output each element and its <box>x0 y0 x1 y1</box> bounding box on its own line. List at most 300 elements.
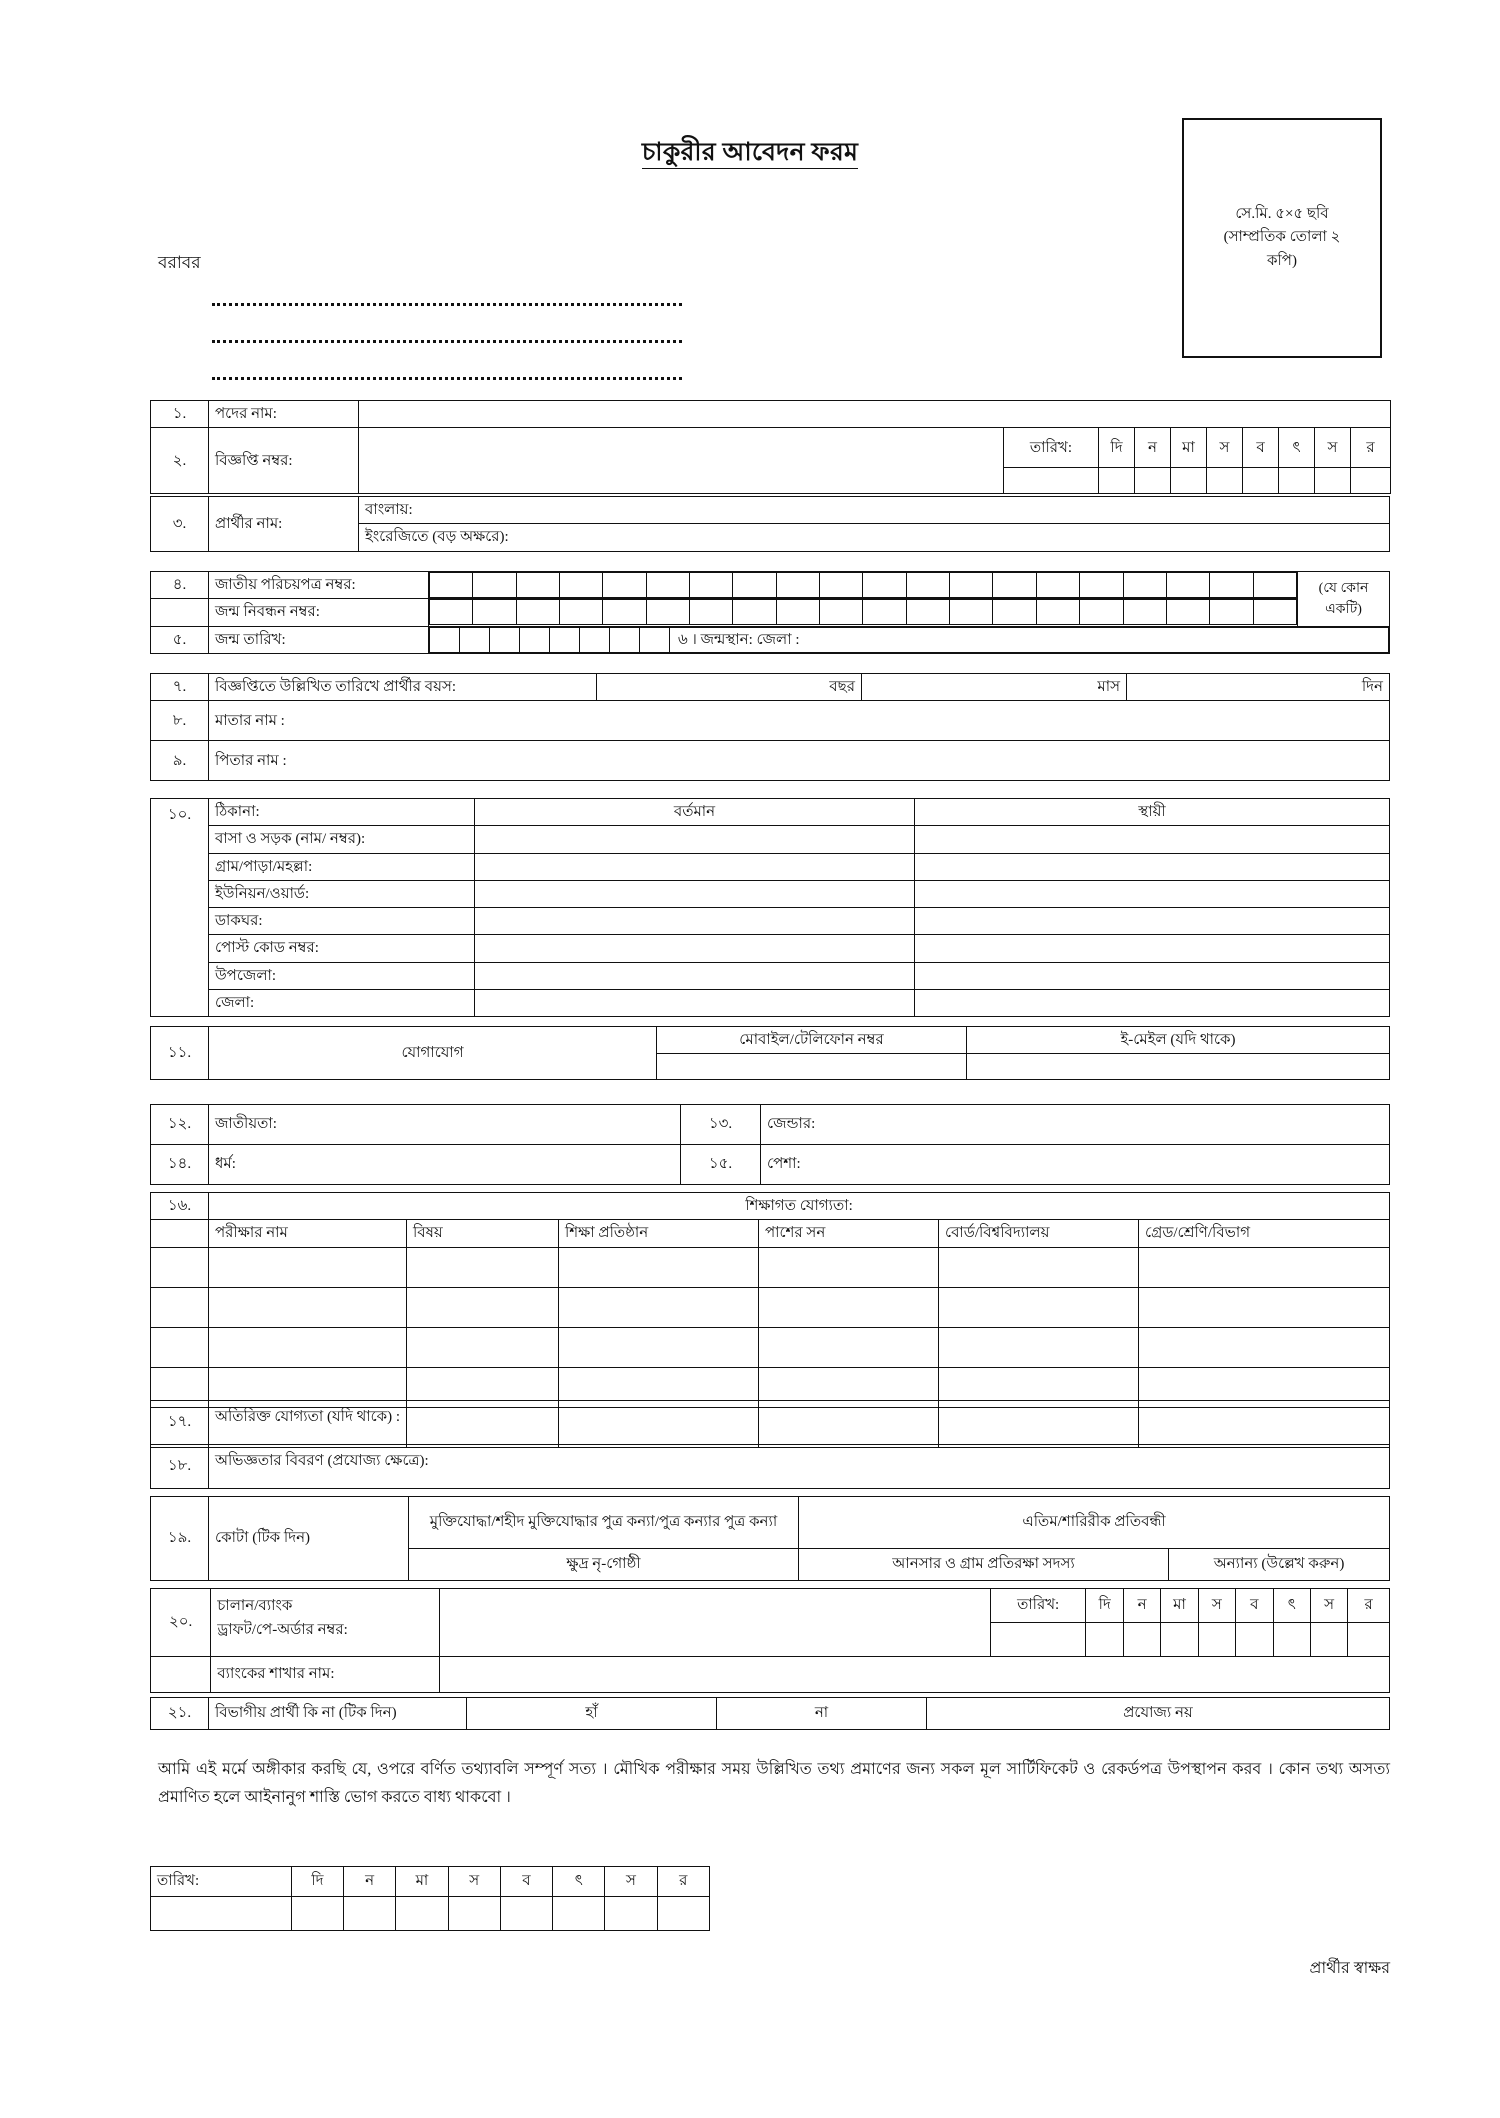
label-nationality: জাতীয়তা: <box>215 1116 277 1133</box>
birthreg-box[interactable] <box>690 600 733 625</box>
nid-box[interactable] <box>733 573 776 598</box>
nid-box[interactable] <box>1123 573 1166 598</box>
option-not-applicable[interactable]: প্রযোজ্য নয় <box>927 1698 1390 1730</box>
photo-line-1: সে.মি. ৫×৫ ছবি <box>1235 206 1329 223</box>
birthreg-box[interactable] <box>906 600 949 625</box>
item-number-10: ১০. <box>151 799 209 1017</box>
input-post-office-present[interactable] <box>475 908 915 935</box>
block-extra-and-experience <box>150 1400 1390 1489</box>
birthdate-box[interactable] <box>610 627 640 652</box>
label-quota: কোটা (টিক দিন) <box>209 1497 409 1581</box>
nid-box[interactable] <box>1253 573 1296 598</box>
input-village-permanent[interactable] <box>915 853 1390 880</box>
addressee-line-1[interactable] <box>212 303 682 306</box>
final-date-letter-ma: মা <box>396 1867 448 1897</box>
label-post-code: পোস্ট কোড নম্বর: <box>209 935 475 962</box>
input-board[interactable] <box>939 1327 1139 1367</box>
input-house-road-present[interactable] <box>475 826 915 853</box>
quota-option-freedom-fighter[interactable]: মুক্তিযোদ্ধা/শহীদ মুক্তিযোদ্ধার পুত্র কন্যা/পুত্র কন্যার পুত্র কন্যা <box>409 1497 799 1549</box>
input-age-month[interactable] <box>862 674 1127 701</box>
input-institution[interactable] <box>559 1247 759 1287</box>
birthreg-box[interactable] <box>1166 600 1209 625</box>
input-date-d1[interactable] <box>1099 468 1135 494</box>
input-pay-date-y3[interactable] <box>1310 1623 1347 1657</box>
item-number-15: ১৫. <box>681 1145 761 1185</box>
birthreg-box[interactable] <box>560 600 603 625</box>
table-row-house-road <box>151 826 1390 853</box>
birthreg-box[interactable] <box>820 600 863 625</box>
nid-box[interactable] <box>1036 573 1079 598</box>
date-letter-sho2: স <box>1315 428 1351 468</box>
label-religion: ধর্ম: <box>215 1156 236 1173</box>
label-contact: যোগাযোগ <box>209 1027 657 1080</box>
photo-line-2: (সাম্প্রতিক তোলা ২ <box>1223 229 1341 246</box>
item-number-16: ১৬. <box>151 1193 209 1220</box>
nid-box[interactable] <box>1080 573 1123 598</box>
input-exam-name[interactable] <box>209 1247 407 1287</box>
column-header-present: বর্তমান <box>475 799 915 826</box>
column-header-email: ই-মেইল (যদি থাকে) <box>967 1027 1390 1054</box>
table-row-nationality-gender <box>151 1105 1390 1145</box>
item-number-2: ২. <box>151 428 209 494</box>
date-letter-to: ৎ <box>1279 428 1315 468</box>
block-address <box>150 798 1390 1017</box>
input-age-year[interactable] <box>597 674 862 701</box>
table-row-circular-number <box>151 428 1391 468</box>
block-contact <box>150 1026 1390 1080</box>
birthreg-box[interactable] <box>1253 600 1296 625</box>
table-row-final-date-inputs <box>151 1897 710 1931</box>
item-number-7: ৭. <box>151 674 209 701</box>
nid-box[interactable] <box>516 573 559 598</box>
nid-box[interactable] <box>646 573 689 598</box>
label-address: ঠিকানা: <box>209 799 475 826</box>
input-bank-branch[interactable] <box>439 1657 1389 1693</box>
input-upazila-present[interactable] <box>475 962 915 989</box>
input-district-permanent[interactable] <box>915 989 1390 1016</box>
item-number-4: ৪. <box>151 572 209 599</box>
label-circular-number: বিজ্ঞপ্তি নম্বর: <box>209 428 359 494</box>
input-date-y3[interactable] <box>1315 468 1351 494</box>
date-letter-sho: স <box>1207 428 1243 468</box>
label-union-ward: ইউনিয়ন/ওয়ার্ড: <box>209 880 475 907</box>
label-challan-line1: চালান/ব্যাংক <box>217 1598 293 1614</box>
nid-box-strip <box>429 572 1297 598</box>
table-row-upazila <box>151 962 1390 989</box>
input-occupation[interactable] <box>761 1145 1390 1185</box>
table-row-union-ward <box>151 880 1390 907</box>
date-letter-no: ন <box>1135 428 1171 468</box>
birthreg-box[interactable] <box>993 600 1036 625</box>
input-upazila-permanent[interactable] <box>915 962 1390 989</box>
final-date-letter-di: দি <box>291 1867 343 1897</box>
table-row-education-columns <box>151 1220 1390 1247</box>
table-row <box>151 1327 1390 1367</box>
table-row-birth-date <box>151 626 1390 653</box>
column-header-pass-year: পাশের সন <box>759 1220 939 1247</box>
table-row-birth-registration <box>151 599 1390 626</box>
block-identity <box>150 571 1390 654</box>
label-nid-number: জাতীয় পরিচয়পত্র নম্বর: <box>209 572 429 599</box>
input-mobile-phone[interactable] <box>657 1054 967 1080</box>
item-number-17: ১৭. <box>151 1401 209 1445</box>
signature-label: প্রার্থীর স্বাক্ষর <box>1309 1960 1390 1977</box>
label-post-name: পদের নাম: <box>209 401 359 428</box>
nid-box[interactable] <box>690 573 733 598</box>
nid-box[interactable] <box>993 573 1036 598</box>
input-subject[interactable] <box>407 1287 559 1327</box>
birthreg-box[interactable] <box>430 600 473 625</box>
item-number-blank-bank <box>151 1657 211 1693</box>
input-district-present[interactable] <box>475 989 915 1016</box>
date-letter-ma: মা <box>1171 428 1207 468</box>
table-row-post-name <box>151 401 1391 428</box>
input-pay-date-m1[interactable] <box>1161 1623 1198 1657</box>
block-age-and-parents <box>150 673 1390 781</box>
item-number-5: ৫. <box>151 626 209 653</box>
nid-box[interactable] <box>473 573 516 598</box>
column-header-exam-name: পরীক্ষার নাম <box>209 1220 407 1247</box>
option-no[interactable]: না <box>717 1698 927 1730</box>
option-yes[interactable]: হাঁ <box>467 1698 717 1730</box>
block-payment <box>150 1588 1390 1693</box>
note-any-one-line2: একটি) <box>1325 601 1362 617</box>
date-letter-di: দি <box>1099 428 1135 468</box>
label-day: দিন <box>1361 679 1383 695</box>
table-row-extra-qualification <box>151 1401 1390 1445</box>
input-post-name[interactable] <box>359 401 1391 428</box>
input-birth-reg-boxes[interactable] <box>429 599 1298 626</box>
birthreg-box[interactable] <box>950 600 993 625</box>
birthreg-box[interactable] <box>863 600 906 625</box>
input-pass-year[interactable] <box>759 1327 939 1367</box>
column-header-board: বোর্ড/বিশ্ববিদ্যালয় <box>939 1220 1139 1247</box>
input-challan-number[interactable] <box>439 1589 990 1657</box>
label-experience: অভিজ্ঞতার বিবরণ (প্রযোজ্য ক্ষেত্রে): <box>215 1453 429 1469</box>
note-any-one <box>1298 572 1390 627</box>
final-date-letter-ro: র <box>657 1867 709 1897</box>
cell-birthdate-and-place <box>429 626 1390 653</box>
table-row-district <box>151 989 1390 1016</box>
item-number-blank-birthreg <box>151 599 209 626</box>
item-number-6: ৬ । <box>678 631 701 648</box>
table-row-nid <box>151 572 1390 599</box>
pay-date-letter-ma: মা <box>1161 1589 1198 1623</box>
input-union-ward-present[interactable] <box>475 880 915 907</box>
table-row-post-code <box>151 935 1390 962</box>
birthreg-box[interactable] <box>516 600 559 625</box>
birthreg-box[interactable] <box>473 600 516 625</box>
quota-option-orphan-disabled[interactable]: এতিম/শারিরীক প্রতিবন্ধী <box>799 1497 1390 1549</box>
column-header-permanent: স্থায়ী <box>915 799 1390 826</box>
birthdate-box[interactable] <box>430 627 460 652</box>
input-grade[interactable] <box>1139 1287 1390 1327</box>
item-number-20: ২০. <box>151 1589 211 1657</box>
item-number-18: ১৮. <box>151 1445 209 1489</box>
label-birth-date: জন্ম তারিখ: <box>209 626 429 653</box>
input-name-english[interactable] <box>359 524 1390 551</box>
photo-placeholder-text <box>1212 203 1353 273</box>
birthdate-box[interactable] <box>580 627 610 652</box>
input-pay-date-d1[interactable] <box>1086 1623 1123 1657</box>
table-row-age <box>151 674 1390 701</box>
input-date-d2[interactable] <box>1135 468 1171 494</box>
label-birth-reg-number: জন্ম নিবন্ধন নম্বর: <box>209 599 429 626</box>
input-institution[interactable] <box>559 1327 759 1367</box>
birthreg-box[interactable] <box>1210 600 1253 625</box>
addressee-label: বরাবর <box>158 253 201 272</box>
table-row-post-office <box>151 908 1390 935</box>
input-religion[interactable] <box>209 1145 681 1185</box>
item-number-21: ২১. <box>151 1698 209 1730</box>
input-subject[interactable] <box>407 1327 559 1367</box>
item-number-12: ১২. <box>151 1105 209 1145</box>
input-final-date-d1[interactable] <box>291 1897 343 1931</box>
input-final-date-y4[interactable] <box>657 1897 709 1931</box>
label-extra-qualification: অতিরিক্ত যোগ্যতা (যদি থাকে) : <box>215 1409 401 1425</box>
input-pay-date-m2[interactable] <box>1198 1623 1235 1657</box>
input-final-date-label-cell[interactable] <box>151 1897 292 1931</box>
label-in-bangla: বাংলায়: <box>365 502 413 518</box>
input-pass-year[interactable] <box>759 1247 939 1287</box>
final-date-letter-to: ৎ <box>553 1867 605 1897</box>
input-final-date-m2[interactable] <box>448 1897 500 1931</box>
table-row-final-date-header <box>151 1867 710 1897</box>
block-departmental <box>150 1697 1390 1730</box>
input-date-m2[interactable] <box>1207 468 1243 494</box>
input-final-date-y3[interactable] <box>605 1897 657 1931</box>
item-number-19: ১৯. <box>151 1497 209 1581</box>
pay-date-letter-no: ন <box>1123 1589 1160 1623</box>
input-union-ward-permanent[interactable] <box>915 880 1390 907</box>
input-nid-boxes[interactable] <box>429 572 1298 599</box>
cell-education-corner <box>151 1220 209 1247</box>
table-row-father-name <box>151 741 1390 781</box>
label-gender: জেন্ডার: <box>767 1116 816 1133</box>
input-village-present[interactable] <box>475 853 915 880</box>
nid-box[interactable] <box>560 573 603 598</box>
page-title-text: চাকুরীর আবেদন ফরম <box>642 139 858 169</box>
input-pay-date-d2[interactable] <box>1123 1623 1160 1657</box>
final-date-letter-no: ন <box>344 1867 396 1897</box>
table-row-education-heading <box>151 1193 1390 1220</box>
input-pay-date-y2[interactable] <box>1273 1623 1310 1657</box>
block-final-date <box>150 1866 710 1931</box>
label-upazila: উপজেলা: <box>209 962 475 989</box>
label-age-on-date: বিজ্ঞপ্তিতে উল্লিখিত তারিখে প্রার্থীর বয়স: <box>209 674 597 701</box>
nid-box[interactable] <box>603 573 646 598</box>
input-final-date-d2[interactable] <box>344 1897 396 1931</box>
label-father-name: পিতার নাম : <box>215 752 287 769</box>
final-date-letter-sho2: স <box>605 1867 657 1897</box>
item-number-11: ১১. <box>151 1027 209 1080</box>
label-bank-branch: ব্যাংকের শাখার নাম: <box>211 1657 440 1693</box>
item-number-13: ১৩. <box>681 1105 761 1145</box>
input-experience[interactable] <box>209 1445 1390 1489</box>
item-number-14: ১৪. <box>151 1145 209 1185</box>
input-post-office-permanent[interactable] <box>915 908 1390 935</box>
block-quota <box>150 1496 1390 1581</box>
birth-reg-box-strip <box>429 599 1297 625</box>
birthdate-box[interactable] <box>490 627 520 652</box>
birthreg-box[interactable] <box>1036 600 1079 625</box>
input-pay-date-y4[interactable] <box>1348 1623 1390 1657</box>
note-any-one-line1: (যে কোন <box>1318 580 1369 596</box>
birthdate-strip <box>429 627 1389 653</box>
table-row-address-header <box>151 799 1390 826</box>
cell-row-index <box>151 1327 209 1367</box>
final-date-letter-sho: স <box>448 1867 500 1897</box>
label-occupation: পেশা: <box>767 1156 801 1173</box>
nid-box[interactable] <box>776 573 819 598</box>
column-header-institution: শিক্ষা প্রতিষ্ঠান <box>559 1220 759 1247</box>
input-nationality[interactable] <box>209 1105 681 1145</box>
input-post-code-permanent[interactable] <box>915 935 1390 962</box>
pay-date-letter-bo: ব <box>1236 1589 1273 1623</box>
table-row <box>151 1247 1390 1287</box>
input-board[interactable] <box>939 1247 1139 1287</box>
input-pay-date-label-cell[interactable] <box>990 1623 1086 1657</box>
quota-option-ansar[interactable]: আনসার ও গ্রাম প্রতিরক্ষা সদস্য <box>799 1549 1169 1581</box>
birthreg-box[interactable] <box>646 600 689 625</box>
table-row-religion-occupation <box>151 1145 1390 1185</box>
input-age-day[interactable] <box>1127 674 1390 701</box>
pay-date-letter-di: দি <box>1086 1589 1123 1623</box>
block-post-and-circular <box>150 400 1391 494</box>
nid-box[interactable] <box>1210 573 1253 598</box>
birthdate-box[interactable] <box>460 627 490 652</box>
column-header-subject: বিষয় <box>407 1220 559 1247</box>
input-final-date-m1[interactable] <box>396 1897 448 1931</box>
input-house-road-permanent[interactable] <box>915 826 1390 853</box>
input-final-date-y1[interactable] <box>500 1897 552 1931</box>
pay-date-letter-sho: স <box>1198 1589 1235 1623</box>
input-extra-qualification[interactable] <box>209 1401 1390 1445</box>
input-final-date-y2[interactable] <box>553 1897 605 1931</box>
addressee-line-2[interactable] <box>212 340 682 343</box>
nid-box[interactable] <box>950 573 993 598</box>
nid-box[interactable] <box>906 573 949 598</box>
label-year: বছর <box>829 679 855 695</box>
birthreg-box[interactable] <box>733 600 776 625</box>
block-personal-details <box>150 1104 1390 1185</box>
input-date-m1[interactable] <box>1171 468 1207 494</box>
label-challan <box>211 1589 440 1657</box>
label-house-road: বাসা ও সড়ক (নাম/ নম্বর): <box>209 826 475 853</box>
nid-box[interactable] <box>820 573 863 598</box>
table-row-bank-branch <box>151 1657 1390 1693</box>
input-board[interactable] <box>939 1287 1139 1327</box>
input-pass-year[interactable] <box>759 1287 939 1327</box>
table-row <box>151 1287 1390 1327</box>
pay-date-letter-to: ৎ <box>1273 1589 1310 1623</box>
input-pay-date-y1[interactable] <box>1236 1623 1273 1657</box>
item-number-8: ৮. <box>151 701 209 741</box>
input-exam-name[interactable] <box>209 1327 407 1367</box>
input-birth-place[interactable] <box>670 627 1389 652</box>
table-row-quota-top <box>151 1497 1390 1549</box>
item-number-9: ৯. <box>151 741 209 781</box>
pay-date-letter-ro: র <box>1348 1589 1390 1623</box>
heading-education: শিক্ষাগত যোগ্যতা: <box>209 1193 1390 1220</box>
table-row-experience <box>151 1445 1390 1489</box>
birthdate-box[interactable] <box>640 627 670 652</box>
block-applicant-name <box>150 496 1390 552</box>
pay-date-letter-sho2: স <box>1310 1589 1347 1623</box>
birthreg-box[interactable] <box>776 600 819 625</box>
input-date-y2[interactable] <box>1279 468 1315 494</box>
label-district: জেলা: <box>209 989 475 1016</box>
input-exam-name[interactable] <box>209 1287 407 1327</box>
table-row-contact-header <box>151 1027 1390 1054</box>
input-gender[interactable] <box>761 1105 1390 1145</box>
quota-option-other[interactable]: অন্যান্য (উল্লেখ করুন) <box>1169 1549 1390 1581</box>
label-in-english: ইংরেজিতে (বড় অক্ষরে): <box>365 529 509 546</box>
input-subject[interactable] <box>407 1247 559 1287</box>
label-challan-line2: ড্রাফট/পে-অর্ডার নম্বর: <box>217 1622 348 1638</box>
table-row-village <box>151 853 1390 880</box>
nid-box[interactable] <box>1166 573 1209 598</box>
table-row-mother-name <box>151 701 1390 741</box>
input-post-code-present[interactable] <box>475 935 915 962</box>
nid-box[interactable] <box>430 573 473 598</box>
label-date-final: তারিখ: <box>151 1867 292 1897</box>
date-letter-ro: র <box>1351 428 1391 468</box>
label-date-payment: তারিখ: <box>990 1589 1086 1623</box>
column-header-mobile-phone: মোবাইল/টেলিফোন নম্বর <box>657 1027 967 1054</box>
input-father-name[interactable] <box>209 741 1390 781</box>
label-applicant-name: প্রার্থীর নাম: <box>209 497 359 552</box>
label-month: মাস <box>1097 679 1120 695</box>
label-village: গ্রাম/পাড়া/মহল্লা: <box>209 853 475 880</box>
input-grade[interactable] <box>1139 1247 1390 1287</box>
date-letter-bo: ব <box>1243 428 1279 468</box>
birthreg-box[interactable] <box>1080 600 1123 625</box>
photo-line-3: কপি) <box>1267 252 1297 269</box>
label-date-circular: তারিখ: <box>1004 428 1099 468</box>
quota-option-ethnic[interactable]: ক্ষুদ্র নৃ-গোষ্ঠী <box>409 1549 799 1581</box>
item-number-3: ৩. <box>151 497 209 552</box>
column-header-grade: গ্রেড/শ্রেণি/বিভাগ <box>1139 1220 1390 1247</box>
addressee-line-3[interactable] <box>212 377 682 380</box>
nid-box[interactable] <box>863 573 906 598</box>
birthdate-box[interactable] <box>550 627 580 652</box>
label-post-office: ডাকঘর: <box>209 908 475 935</box>
birthdate-box[interactable] <box>520 627 550 652</box>
declaration-text: আমি এই মর্মে অঙ্গীকার করছি যে, ওপরে বর্ণিত তথ্যাবলি সম্পূর্ণ সত্য । মৌখিক পরীক্ষার সময় উল্লিখিত তথ্য প্রমাণের জন্য সকল মূল সার্টিফিকেট ও রেকর্ডপত্র উপস্থাপন করব । কোন তথ্য অসত্য প্রমাণিত হলে আইনানুগ শাস্তি ভোগ করতে বাধ্য থাকবো । <box>158 1761 1390 1806</box>
input-name-bangla[interactable] <box>359 497 1390 524</box>
table-row-challan <box>151 1589 1390 1623</box>
table-row-name-bangla <box>151 497 1390 524</box>
table-row-departmental <box>151 1698 1390 1730</box>
input-mother-name[interactable] <box>209 701 1390 741</box>
input-date-circular-label-cell[interactable] <box>1004 468 1099 494</box>
input-email[interactable] <box>967 1054 1390 1080</box>
input-circular-number[interactable] <box>359 428 1004 494</box>
label-birth-place: জন্মস্থান: জেলা : <box>700 631 800 648</box>
final-date-letter-bo: ব <box>500 1867 552 1897</box>
cell-row-index <box>151 1287 209 1327</box>
input-institution[interactable] <box>559 1287 759 1327</box>
cell-row-index <box>151 1247 209 1287</box>
label-departmental: বিভাগীয় প্রার্থী কি না (টিক দিন) <box>209 1698 467 1730</box>
input-date-y4[interactable] <box>1351 468 1391 494</box>
input-date-y1[interactable] <box>1243 468 1279 494</box>
photo-placeholder-box <box>1182 118 1382 358</box>
input-grade[interactable] <box>1139 1327 1390 1367</box>
birthreg-box[interactable] <box>1123 600 1166 625</box>
birthreg-box[interactable] <box>603 600 646 625</box>
